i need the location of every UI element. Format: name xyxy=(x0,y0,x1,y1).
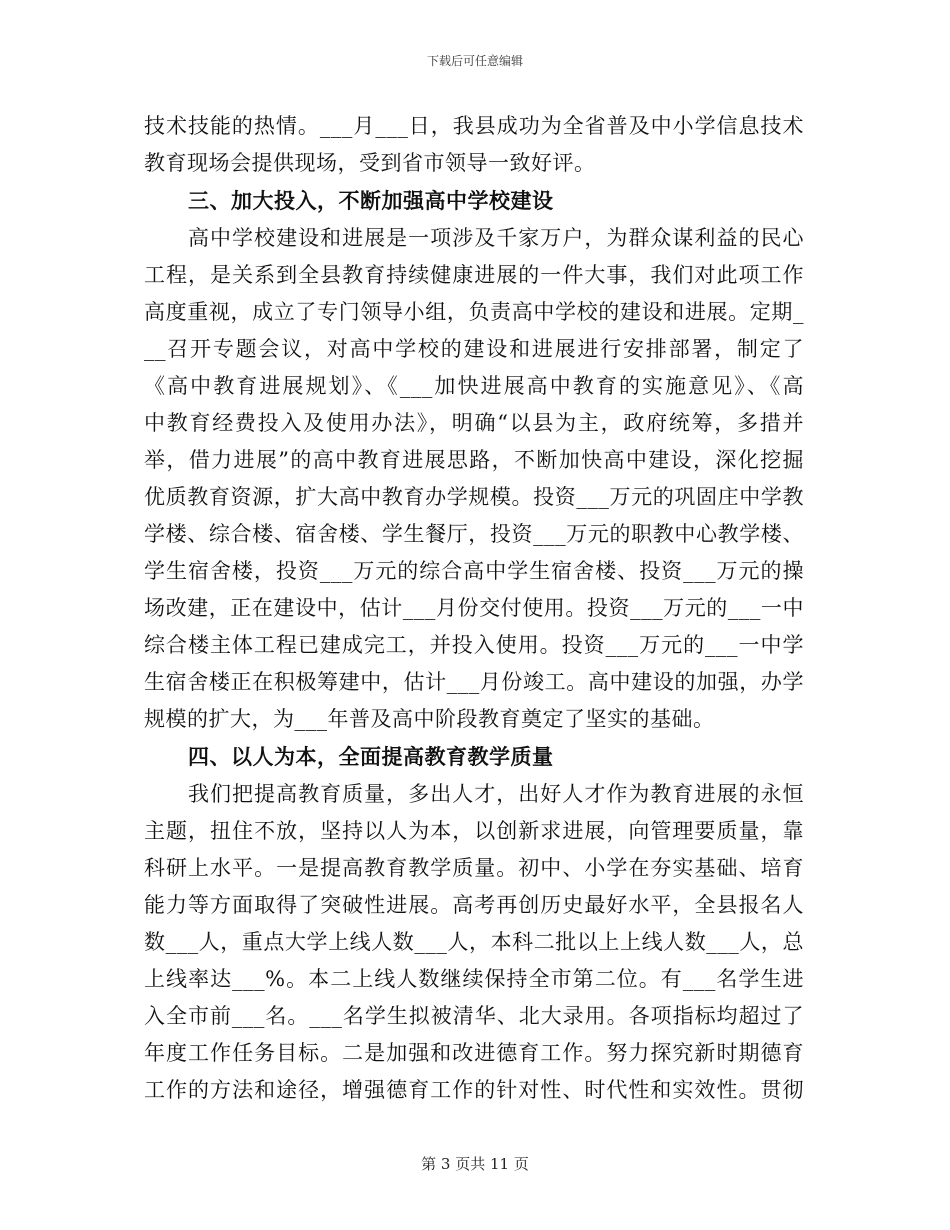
page-header: 下载后可任意编辑 xyxy=(426,54,523,68)
paragraph-line: 我们把提高教育质量，多出人才，出好人才作为教育进展的永恒 xyxy=(188,782,804,806)
paragraph-line: 综合楼主体工程已建成完工，并投入使用。投资___万元的___一中学 xyxy=(144,633,804,657)
paragraph-line: 《高中教育进展规划》、《___加快进展高中教育的实施意见》、《高 xyxy=(144,374,804,398)
paragraph-line: 上线率达___%。本二上线人数继续保持全市第二位。有___名学生进 xyxy=(144,967,804,991)
paragraph-line: 技术技能的热情。___月___日，我县成功为全省普及中小学信息技术 xyxy=(144,114,804,138)
paragraph-line: 高度重视，成立了专门领导小组，负责高中学校的建设和进展。定期_ xyxy=(144,300,804,324)
paragraph-line: 教育现场会提供现场，受到省市领导一致好评。 xyxy=(144,151,596,175)
section-heading: 三、加大投入，不断加强高中学校建设 xyxy=(188,188,554,213)
paragraph-line: 场改建，正在建设中，估计___月份交付使用。投资___万元的___一中 xyxy=(144,596,804,620)
paragraph-line: 科研上水平。一是提高教育教学质量。初中、小学在夯实基础、培育 xyxy=(144,856,804,880)
page-footer: 第 3 页共 11 页 xyxy=(421,1155,529,1173)
paragraph-line: 学生宿舍楼，投资___万元的综合高中学生宿舍楼、投资___万元的操 xyxy=(144,559,804,583)
paragraph-line: 工作的方法和途径，增强德育工作的针对性、时代性和实效性。贯彻 xyxy=(144,1078,804,1102)
paragraph-line: 生宿舍楼正在积极筹建中，估计___月份竣工。高中建设的加强，办学 xyxy=(144,670,804,694)
document-body xyxy=(144,108,804,1109)
paragraph-line: 主题，扭住不放，坚持以人为本，以创新求进展，向管理要质量，靠 xyxy=(144,819,804,843)
paragraph-line: 学楼、综合楼、宿舍楼、学生餐厅，投资___万元的职教中心教学楼、 xyxy=(144,522,804,546)
paragraph-line: 中教育经费投入及使用办法》，明确“以县为主，政府统筹，多措并 xyxy=(144,411,804,435)
paragraph-line: __召开专题会议，对高中学校的建设和进展进行安排部署，制定了 xyxy=(144,337,804,361)
paragraph-line: 入全市前___名。___名学生拟被清华、北大录用。各项指标均超过了 xyxy=(144,1004,804,1028)
paragraph-line: 优质教育资源，扩大高中教育办学规模。投资___万元的巩固庄中学教 xyxy=(144,485,804,509)
section-heading: 四、以人为本，全面提高教育教学质量 xyxy=(188,744,554,769)
paragraph-line: 工程，是关系到全县教育持续健康进展的一件大事，我们对此项工作 xyxy=(144,263,804,287)
paragraph-line: 举，借力进展”的高中教育进展思路，不断加快高中建设，深化挖掘 xyxy=(144,448,804,472)
paragraph-line: 能力等方面取得了突破性进展。高考再创历史最好水平，全县报名人 xyxy=(144,893,804,917)
paragraph-line: 数___人，重点大学上线人数___人，本科二批以上上线人数___人，总 xyxy=(144,930,804,954)
paragraph-line: 高中学校建设和进展是一项涉及千家万户，为群众谋利益的民心 xyxy=(188,226,804,250)
paragraph-line: 年度工作任务目标。二是加强和改进德育工作。努力探究新时期德育 xyxy=(144,1041,804,1065)
paragraph-line: 规模的扩大，为___年普及高中阶段教育奠定了坚实的基础。 xyxy=(144,707,715,731)
